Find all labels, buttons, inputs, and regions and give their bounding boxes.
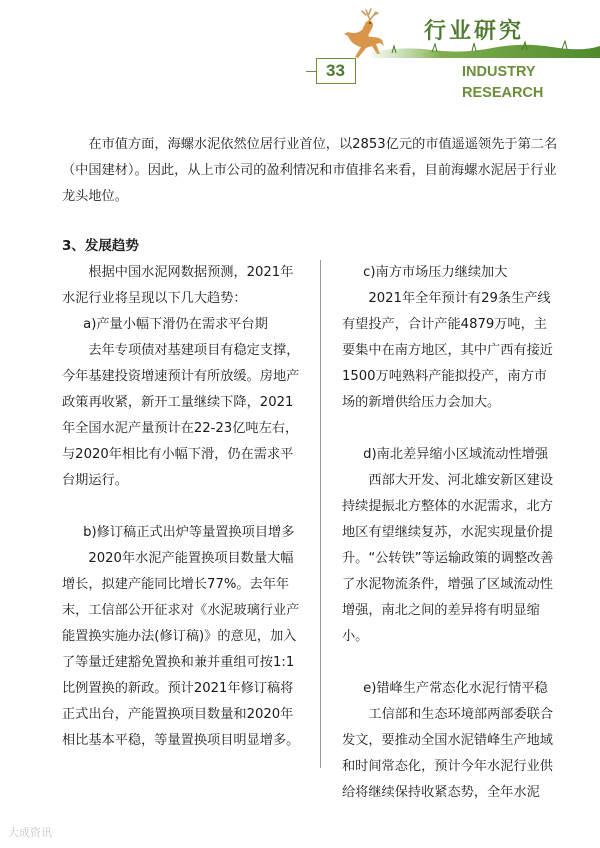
section-heading: 3、发展趋势	[62, 238, 139, 254]
trend-b-body: 2020年水泥产能置换项目数量大幅增长，拟建产能同比增长77%。去年年末，工信部公开征求对《水泥玻璃行业产能置换实施办法(修订稿)》的意见，加入了等量迁建豁免置换和兼并重组可按1:1比例置换的新政。预计2021年修订稿将正式出台，产能置换项目数量和2020年相比基本平稳，等量置换项目明显增多。	[62, 551, 300, 748]
trend-b-title: b)修订稿正式出炉等量置换项目增多	[83, 525, 295, 540]
header-rule	[306, 71, 316, 72]
trend-a-title: a)产量小幅下滑仍在需求平台期	[83, 317, 268, 332]
watermark: 大成资讯	[8, 826, 52, 839]
lead-paragraph: 根据中国水泥网数据预测，2021年水泥行业将呈现以下几大趋势：	[62, 265, 294, 306]
trend-e-title: e)错峰生产常态化水泥行情平稳	[363, 681, 548, 696]
column-divider	[320, 260, 321, 768]
trend-a-body: 去年专项债对基建项目有稳定支撑，今年基建投资增速预计有所放缓。房地产政策再收紧，新开工量继续下降，2021年全国水泥产量预计在22-23亿吨左右，与2020年相比有小幅下滑，仍在需求平台期运行。	[62, 343, 300, 488]
intro-paragraph: 在市值方面，海螺水泥依然位居行业首位，以2853亿元的市值遥遥领先于第二名（中国建材）。因此，从上市公司的盈利情况和市值排名来看，目前海螺水泥居于行业龙头地位。	[62, 137, 558, 204]
left-column	[62, 260, 302, 754]
trend-c-body: 2021年全年预计有29条生产线有望投产，合计产能4879万吨，主要集中在南方地区，其中广西有接近1500万吨熟料产能拟投产，南方市场的新增供给压力会加大。	[342, 291, 553, 410]
section-title-en-line1: INDUSTRY	[462, 64, 536, 80]
page-number: 33	[326, 61, 345, 80]
trend-c-title: c)南方市场压力继续加大	[363, 265, 508, 280]
trend-d-title: d)南北差异缩小区域流动性增强	[363, 447, 549, 462]
section-title-en-line2: RESEARCH	[462, 85, 544, 101]
trend-e-body: 工信部和生态环境部两部委联合发文，要推动全国水泥错峰生产地域和时间常态化，预计今年水泥行业供给将继续保持收紧态势，全年水泥	[342, 707, 554, 800]
page-number-box	[316, 58, 356, 84]
right-column	[342, 260, 560, 806]
section-title-cn: 行业研究	[424, 19, 525, 44]
trend-d-body: 西部大开发、河北雄安新区建设持续提振北方整体的水泥需求，北方地区有望继续复苏，水泥实现量价提升。“公转铁”等运输政策的调整改善了水泥物流条件，增强了区域流动性增强，南北之间的差异将有明显缩小。	[342, 473, 554, 644]
section-title-en	[462, 62, 543, 104]
